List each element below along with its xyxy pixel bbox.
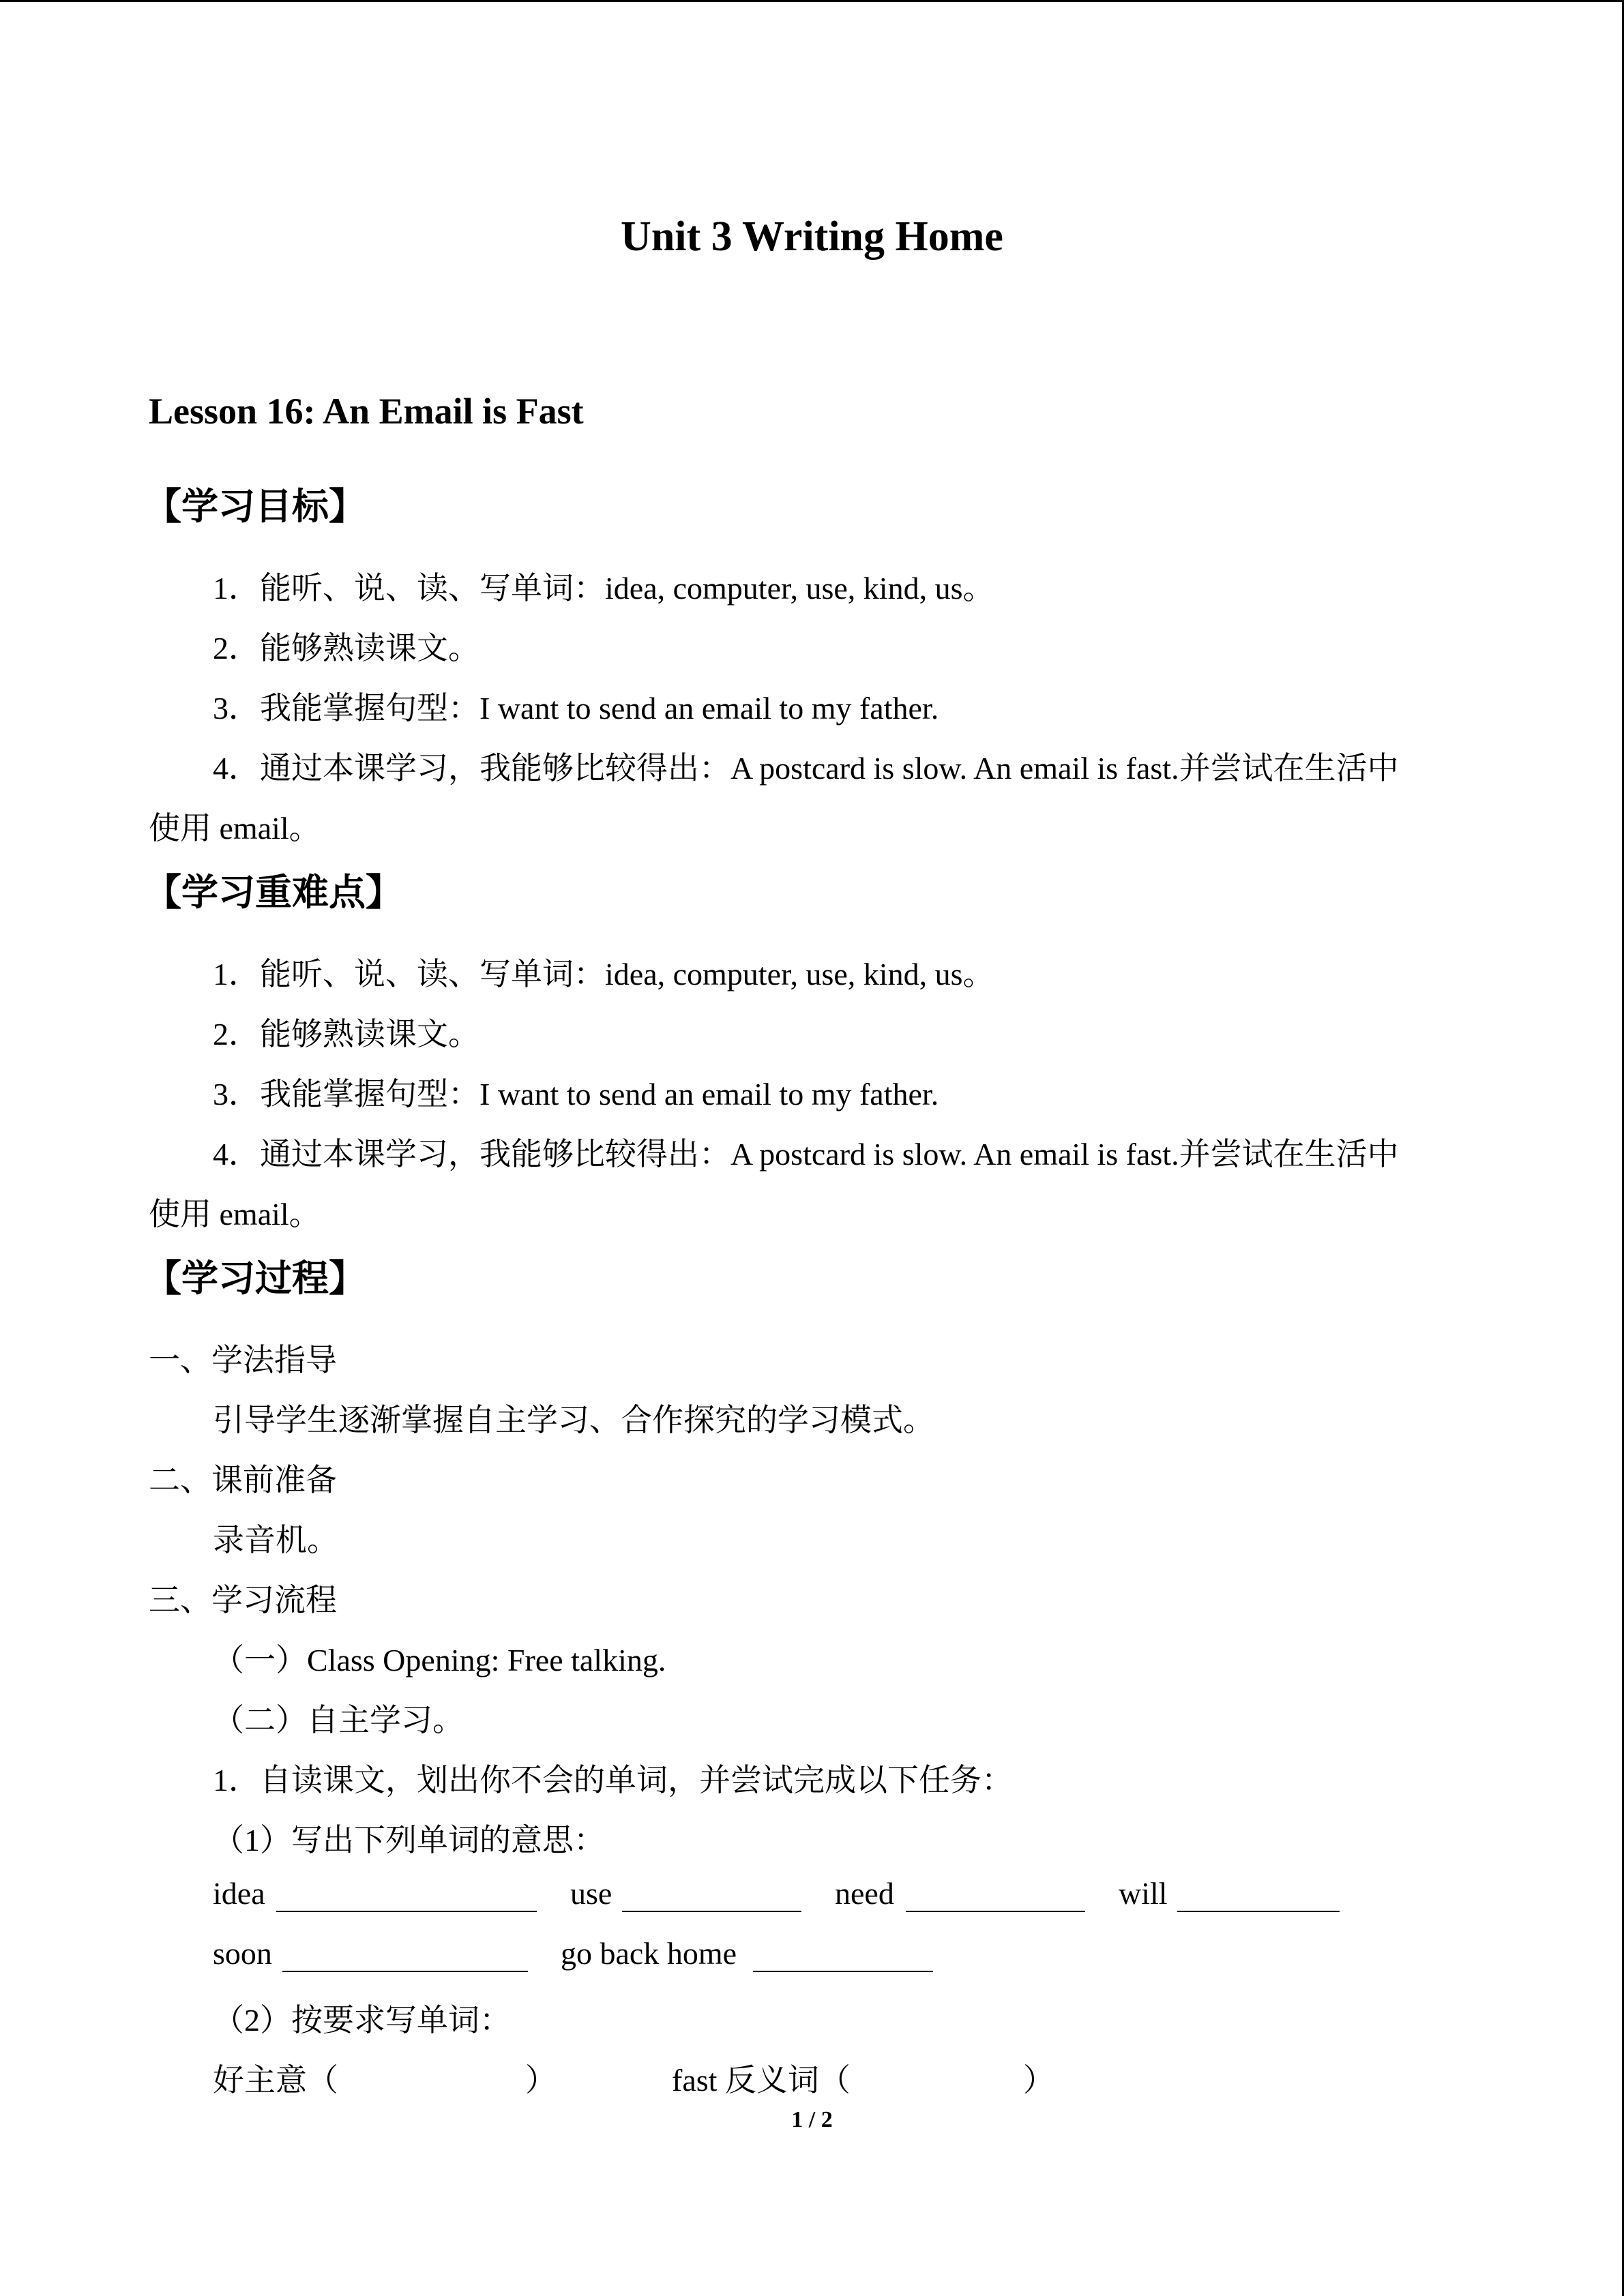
subsection-method: 一、学法指导 [149,1343,337,1377]
section-heading-goals: 【学习目标】 [145,485,366,528]
keypoint-item: 2．能够熟读课文。 [213,1017,479,1052]
goal-item: 4．通过本课学习，我能够比较得出：A postcard is slow. An email is fast.并尝试在生活中 [213,751,1399,786]
word-go-back-home: go back home [561,1936,737,1971]
keypoint-item: 4．通过本课学习，我能够比较得出：A postcard is slow. An email is fast.并尝试在生活中 [213,1137,1399,1172]
goal-item: 2．能够熟读课文。 [213,631,479,666]
answer-blank[interactable] [622,1883,801,1912]
answer-blank[interactable] [282,1943,528,1972]
answer-blank[interactable] [906,1883,1085,1912]
fill-good-idea-close: ） [525,2063,557,2098]
section-heading-keypoints: 【学习重难点】 [145,871,402,914]
flow-step-2: （二）自主学习。 [213,1703,464,1738]
fill-fast-antonym: fast 反义词（ [672,2063,851,2098]
subsection-flow: 三、学习流程 [149,1583,337,1617]
word-will: will [1119,1876,1168,1911]
lesson-title: Lesson 16: An Email is Fast [149,391,584,432]
prep-text: 录音机。 [213,1523,338,1557]
goal-item: 3．我能掌握句型：I want to send an email to my father. [213,691,939,726]
subsection-prep: 二、课前准备 [149,1463,337,1497]
page-number: 1 / 2 [791,2107,833,2132]
fill-fast-antonym-close: ） [1023,2063,1054,2098]
question-2: （2）按要求写单词： [213,2003,511,2038]
keypoint-item: 使用 email。 [149,1197,321,1232]
answer-blank[interactable] [1177,1883,1340,1912]
goal-item: 1．能听、说、读、写单词：idea, computer, use, kind, us。 [213,571,994,606]
goal-item: 使用 email。 [149,811,321,846]
task-instruction: 1．自读课文，划出你不会的单词，并尝试完成以下任务： [213,1763,1013,1798]
keypoint-item: 1．能听、说、读、写单词：idea, computer, use, kind, us。 [213,957,994,992]
answer-blank[interactable] [753,1943,933,1972]
word-use: use [570,1876,612,1911]
top-border [0,0,1624,2]
word-soon: soon [213,1936,272,1971]
section-heading-process: 【学习过程】 [145,1257,366,1300]
keypoint-item: 3．我能掌握句型：I want to send an email to my father. [213,1077,939,1112]
question-1: （1）写出下列单词的意思： [213,1823,605,1858]
fill-good-idea: 好主意（ [213,2063,338,2098]
page-title: Unit 3 Writing Home [621,213,1003,260]
method-text: 引导学生逐渐掌握自主学习、合作探究的学习模式。 [213,1403,934,1437]
answer-blank[interactable] [276,1883,537,1912]
word-idea: idea [213,1876,265,1911]
flow-step-1: （一）Class Opening: Free talking. [213,1643,666,1678]
word-need: need [835,1876,894,1911]
